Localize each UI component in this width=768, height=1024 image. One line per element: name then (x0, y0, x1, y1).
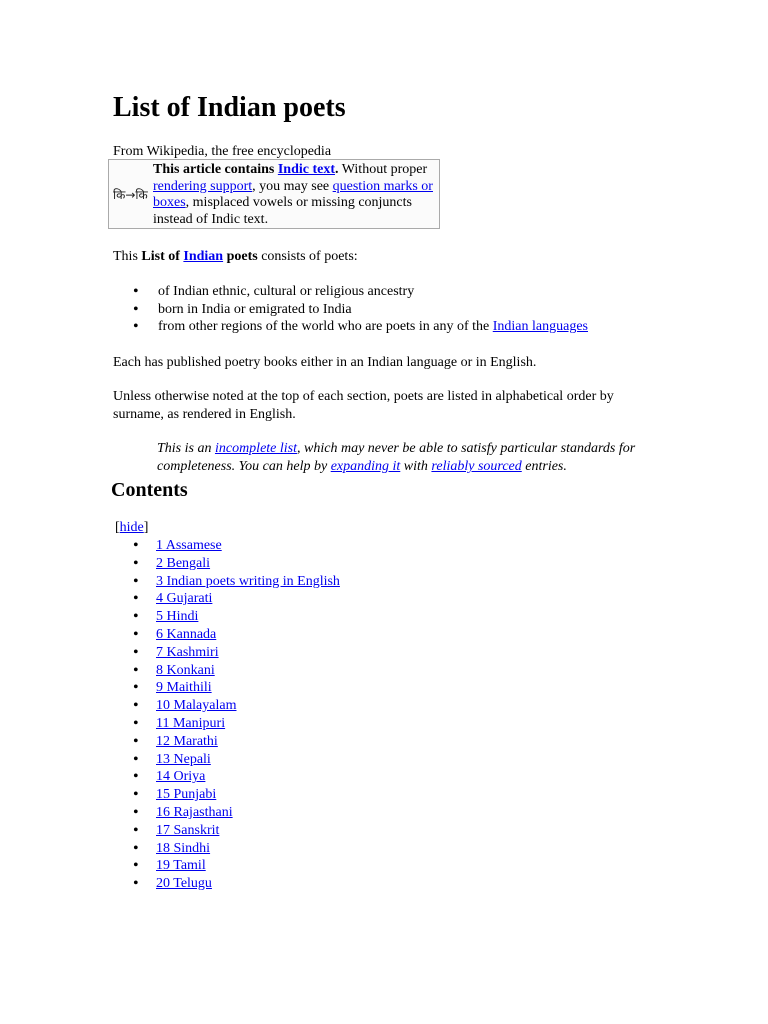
incomplete-text-2: , which may never be able to satisfy particular standards for completeness. You can help by (157, 441, 636, 474)
toc-bracket-close: ] (143, 520, 149, 535)
toc-item (113, 537, 340, 555)
intro-bold-poets: poets (223, 249, 258, 264)
toc-link-kashmiri[interactable]: 7 Kashmiri (156, 644, 219, 660)
toc-item (113, 857, 340, 875)
indian-link[interactable]: Indian (183, 249, 224, 264)
toc-item (113, 804, 340, 822)
toc-link-telugu[interactable]: 20 Telugu (156, 876, 212, 892)
intro-text-this: This (113, 249, 142, 264)
toc-link-tamil[interactable]: 19 Tamil (156, 858, 206, 874)
toc-link-oriya[interactable]: 14 Oriya (156, 769, 206, 785)
criteria-item-born: born in India or emigrated to India (158, 301, 352, 317)
toc-link-marathi[interactable]: 12 Marathi (156, 733, 218, 749)
toc-item (113, 608, 340, 626)
toc-item (113, 875, 340, 893)
toc-item (113, 644, 340, 662)
toc-link-gujarati[interactable]: 4 Gujarati (156, 591, 213, 607)
toc-link-assamese[interactable]: 1 Assamese (156, 538, 222, 553)
intro-bold-list-of: List of (141, 249, 184, 264)
toc-link-english[interactable]: 3 Indian poets writing in English (156, 573, 340, 589)
site-tagline: From Wikipedia, the free encyclopedia (113, 144, 332, 159)
ordering-paragraph: Unless otherwise noted at the top of each section, poets are listed in alphabetical order by surname, as rendered in English. (113, 389, 614, 422)
indic-script-icon: कि→कि (113, 188, 148, 202)
incomplete-text-1: This is an (157, 441, 215, 456)
indic-text-link[interactable]: Indic text (277, 162, 336, 177)
toc-item (113, 822, 340, 840)
toc-bracket-open: [ (115, 520, 120, 535)
intro-paragraph (113, 248, 358, 266)
toc-link-sindhi[interactable]: 18 Sindhi (156, 840, 211, 856)
incomplete-text-3: with (400, 459, 432, 474)
incomplete-text-4: entries. (521, 459, 567, 474)
toc-item (113, 697, 340, 715)
toc-item (113, 751, 340, 769)
toc-item (113, 555, 340, 573)
toc-link-konkani[interactable]: 8 Konkani (156, 662, 215, 678)
list-item (113, 301, 588, 319)
toc-item (113, 840, 340, 858)
incomplete-list-notice (157, 440, 657, 476)
toc-link-hindi[interactable]: 5 Hindi (156, 609, 199, 625)
toc-item (113, 573, 340, 591)
page-title: List of Indian poets (113, 92, 346, 123)
toc-item (113, 733, 340, 751)
toc-hide-link[interactable]: hide (119, 520, 144, 535)
toc-link-punjabi[interactable]: 15 Punjabi (156, 787, 217, 803)
toc-item (113, 590, 340, 608)
toc-item (113, 715, 340, 733)
question-marks-link[interactable]: question marks or boxes (153, 178, 433, 211)
toc-toggle (115, 519, 148, 537)
notice-bold-prefix: This article contains (153, 162, 278, 177)
expanding-it-link[interactable]: expanding it (330, 459, 401, 474)
indic-text-notice (108, 159, 440, 229)
rendering-support-link[interactable]: rendering support (153, 178, 253, 194)
notice-text-1: Without proper (338, 162, 428, 177)
toc-item (113, 662, 340, 680)
toc-link-kannada[interactable]: 6 Kannada (156, 626, 217, 642)
intro-text-rest: consists of poets: (257, 249, 358, 264)
toc-item (113, 679, 340, 697)
toc-link-sanskrit[interactable]: 17 Sanskrit (156, 822, 220, 838)
toc-item (113, 768, 340, 786)
toc-link-malayalam[interactable]: 10 Malayalam (156, 698, 237, 714)
indian-languages-link[interactable]: Indian languages (492, 319, 588, 335)
toc-link-manipuri[interactable]: 11 Manipuri (156, 715, 226, 731)
notice-text-3: , misplaced vowels or missing conjuncts instead of Indic text. (153, 195, 412, 227)
reliably-sourced-link[interactable]: reliably sourced (431, 459, 522, 474)
contents-heading: Contents (111, 479, 188, 501)
toc-item (113, 786, 340, 804)
criteria-item-regions: from other regions of the world who are poets in any of the (158, 319, 493, 335)
criteria-list (113, 283, 588, 336)
notice-bold-period: . (335, 162, 339, 177)
published-paragraph: Each has published poetry books either in an Indian language or in English. (113, 355, 537, 370)
notice-text (153, 162, 439, 228)
toc-item (113, 626, 340, 644)
criteria-item-ancestry: of Indian ethnic, cultural or religious ancestry (158, 284, 415, 299)
incomplete-list-link[interactable]: incomplete list (214, 441, 298, 456)
toc-link-nepali[interactable]: 13 Nepali (156, 751, 211, 767)
list-item (113, 283, 588, 301)
toc-link-rajasthani[interactable]: 16 Rajasthani (156, 804, 233, 820)
toc-link-maithili[interactable]: 9 Maithili (156, 680, 212, 696)
notice-text-2: , you may see (252, 178, 333, 194)
toc-link-bengali[interactable]: 2 Bengali (156, 555, 211, 571)
list-item (113, 318, 588, 336)
table-of-contents (113, 537, 340, 893)
